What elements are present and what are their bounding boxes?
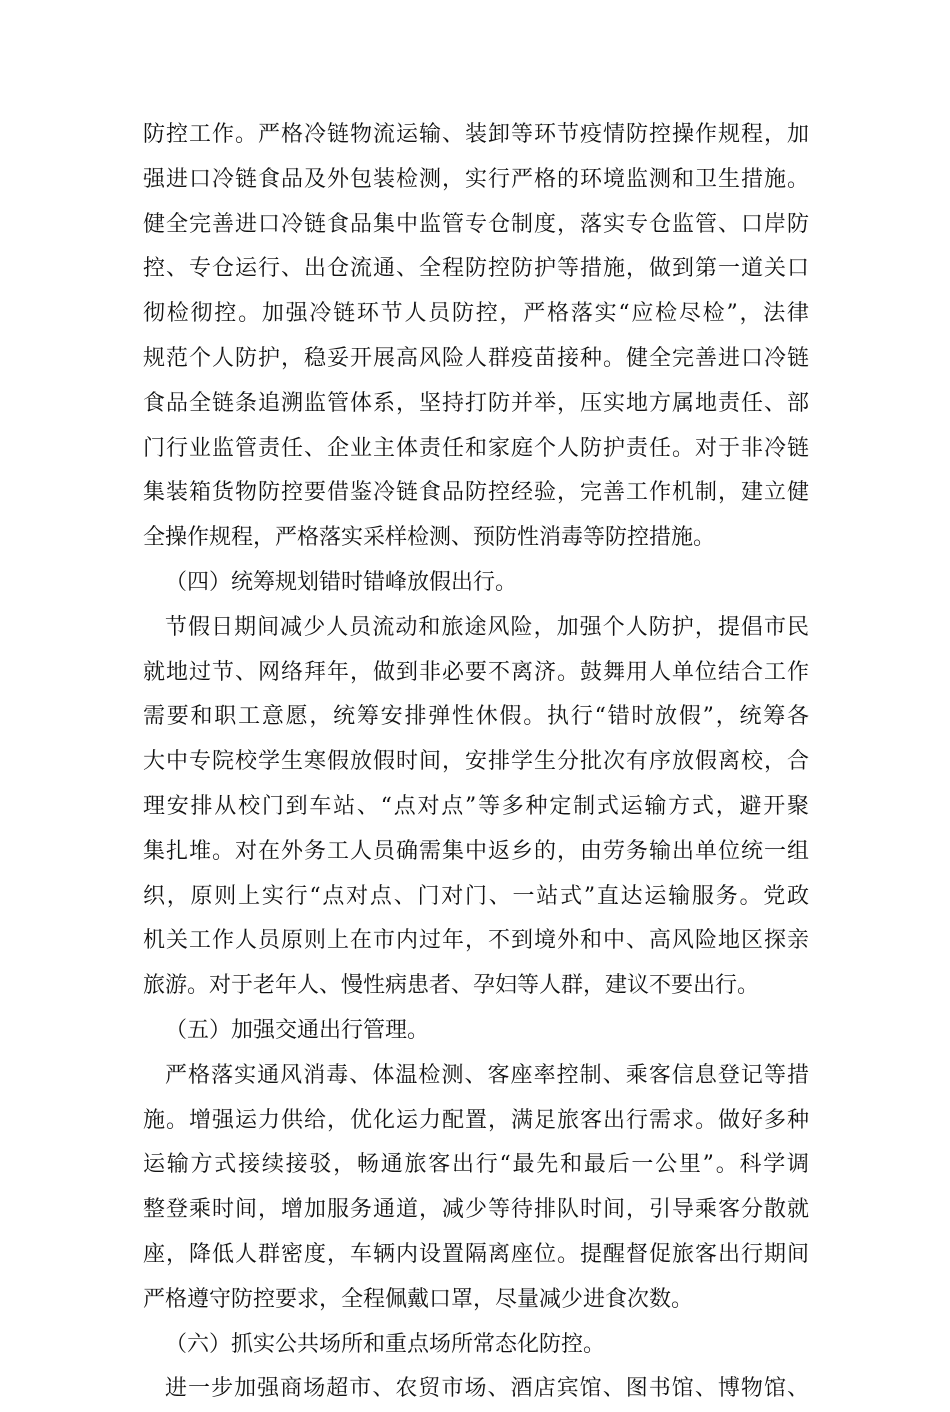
paragraph-line: 强进口冷链食品及外包装检测，实行严格的环境监测和卫生措施。 [143,166,809,192]
paragraph-line: 织，原则上实行“点对点、门对门、一站式”直达运输服务。党政 [143,883,809,909]
paragraph-line: 旅游。对于老年人、慢性病患者、孕妇等人群，建议不要出行。 [143,973,760,999]
paragraph-line: 座，降低人群密度，车辆内设置隔离座位。提醒督促旅客出行期间 [143,1241,809,1267]
paragraph-line: 防控工作。严格冷链物流运输、装卸等环节疫情防控操作规程，加 [143,122,809,147]
paragraph-line: 控、专仓运行、出仓流通、全程防控防护等措施，做到第一道关口 [143,256,809,282]
section-heading: （六）抓实公共场所和重点场所常态化防控。 [165,1331,606,1357]
paragraph-line: 严格落实通风消毒、体温检测、客座率控制、乘客信息登记等措 [165,1062,809,1088]
paragraph-line: 食品全链条追溯监管体系，坚持打防并举，压实地方属地责任、部 [143,390,809,416]
paragraph-line: 就地过节、网络拜年，做到非必要不离济。鼓舞用人单位结合工作 [143,659,809,685]
paragraph-line: 施。增强运力供给，优化运力配置，满足旅客出行需求。做好多种 [143,1107,809,1133]
section-heading: （四）统筹规划错时错峰放假出行。 [165,569,518,595]
section-heading: （五）加强交通出行管理。 [165,1017,430,1043]
paragraph [143,113,809,561]
paragraph-line: 集扎堆。对在外务工人员确需集中返乡的，由劳务输出单位统一组 [143,838,809,864]
paragraph-line: 运输方式接续接驳，畅通旅客出行“最先和最后一公里”。科学调 [143,1152,809,1178]
paragraph-line: 全操作规程，严格落实采样检测、预防性消毒等防控措施。 [143,525,716,551]
paragraph-line: 健全完善进口冷链食品集中监管专仓制度，落实专仓监管、口岸防 [143,211,809,237]
paragraph-line: 彻检彻控。加强冷链环节人员防控，严格落实“应检尽检”，法律 [143,301,809,327]
paragraph-line: 需要和职工意愿，统筹安排弹性休假。执行“错时放假”，统筹各 [143,704,809,730]
paragraph-line: 机关工作人员原则上在市内过年，不到境外和中、高风险地区探亲 [143,928,809,954]
paragraph-line: 大中专院校学生寒假放假时间，安排学生分批次有序放假离校，合 [143,749,809,775]
document-body [143,113,809,1412]
paragraph-line: 进一步加强商场超市、农贸市场、酒店宾馆、图书馆、博物馆、 [165,1376,809,1402]
paragraph-line: 集装箱货物防控要借鉴冷链食品防控经验，完善工作机制，建立健 [143,480,809,506]
paragraph [143,1367,809,1412]
paragraph-line: 严格遵守防控要求，全程佩戴口罩，尽量减少进食次数。 [143,1286,694,1312]
paragraph-line: 整登乘时间，增加服务通道，减少等待排队时间，引导乘客分散就 [143,1197,809,1223]
paragraph-line: 节假日期间减少人员流动和旅途风险，加强个人防护，提倡市民 [165,614,809,640]
paragraph-line: 理安排从校门到车站、“点对点”等多种定制式运输方式，避开聚 [143,793,809,819]
paragraph [143,1054,809,1323]
paragraph [143,606,809,1009]
paragraph-line: 规范个人防护，稳妥开展高风险人群疫苗接种。健全完善进口冷链 [143,345,809,371]
paragraph-line: 门行业监管责任、企业主体责任和家庭个人防护责任。对于非冷链 [143,435,809,461]
